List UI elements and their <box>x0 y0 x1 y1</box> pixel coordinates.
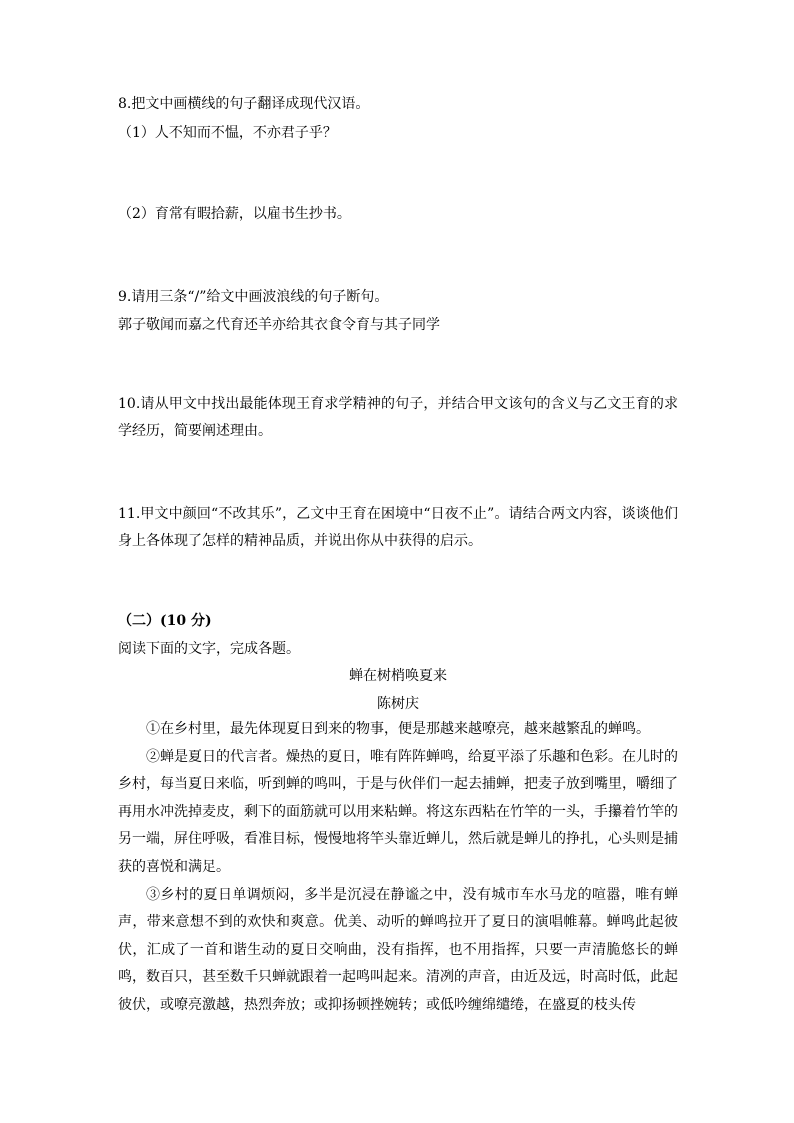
question-10: 10.请从甲文中找出最能体现王育求学精神的句子，并结合甲文该句的含义与乙文王育的求学经历，简要阐述理由。 <box>118 396 678 440</box>
question-11: 11.甲文中颜回“不改其乐”，乙文中王育在困境中“日夜不止”。请结合两文内容，谈谈他们身上各体现了怎样的精神品质，并说出你从中获得的启示。 <box>118 506 678 550</box>
question-9-title: 9.请用三条“/”给文中画波浪线的句子断句。 <box>118 289 389 305</box>
question-8-item-2: （2）育常有暇拾薪，以雇书生抄书。 <box>118 206 351 222</box>
article-paragraph-3: ③乡村的夏日单调烦闷，多半是沉浸在静谧之中，没有城市车水马龙的喧嚣，唯有蝉声，带来意想不到的欢快和爽意。优美、动听的蝉鸣拉开了夏日的演唱帷幕。蝉鸣此起彼伏，汇成了一首和谐生动的夏日交响曲，没有指挥，也不用指挥，只要一声清脆悠长的蝉鸣，数百只，甚至数千只蝉就跟着一起鸣叫起来。清冽的声音，由近及远，时高时低，此起彼伏，或嘹亮激越，热烈奔放；或抑扬顿挫婉转；或低吟缠绵缱绻，在盛夏的枝头传 <box>118 887 678 1013</box>
article-paragraph-1: ①在乡村里，最先体现夏日到来的物事，便是那越来越嘹亮，越来越繁乱的蝉鸣。 <box>146 721 650 737</box>
section-2-heading: （二）(10 分) <box>118 613 212 629</box>
section-2-instruction: 阅读下面的文字，完成各题。 <box>118 641 300 657</box>
question-8-item-1: （1）人不知而不愠，不亦君子乎？ <box>118 125 337 141</box>
question-9-sentence: 郭子敬闻而嘉之代育还羊亦给其衣食令育与其子同学 <box>118 317 440 333</box>
question-8-title: 8.把文中画横线的句子翻译成现代汉语。 <box>118 96 370 112</box>
article-title: 蝉在树梢唤夏来 <box>349 668 447 684</box>
article-paragraph-2: ②蝉是夏日的代言者。燥热的夏日，唯有阵阵蝉鸣，给夏平添了乐趣和色彩。在儿时的乡村，每当夏日来临，听到蝉的鸣叫，于是与伙伴们一起去捕蝉，把麦子放到嘴里，嚼细了再用水冲洗掉麦皮，剩下的面筋就可以用来粘蝉。将这东西粘在竹竿的一头，手攥着竹竿的另一端，屏住呼吸，看准目标，慢慢地将竿头靠近蝉儿，然后就是蝉儿的挣扎，心头则是捕获的喜悦和满足。 <box>118 749 678 875</box>
article-author: 陈树庆 <box>377 696 419 712</box>
